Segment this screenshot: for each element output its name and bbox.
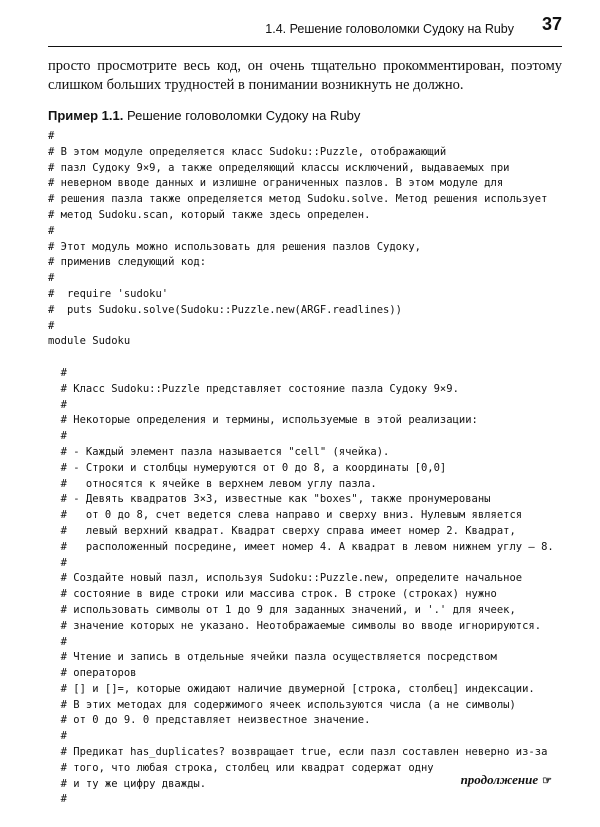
code-line: # того, что любая строка, столбец или квадрат содержат одну [48, 761, 434, 774]
code-line: module Sudoku [48, 335, 131, 348]
code-line: # [48, 556, 67, 569]
code-line: # Создайте новый пазл, используя Sudoku::Puzzle.new, определите начальное [48, 572, 523, 585]
example-title: Решение головоломки Судоку на Ruby [126, 108, 361, 123]
code-line: # применив следующий код: [48, 256, 207, 269]
code-line: # [48, 272, 55, 285]
page-number: 37 [541, 14, 562, 34]
code-line: # [48, 730, 67, 743]
code-line: # Предикат has_duplicates? возвращает true, если пазл составлен неверно из-за [48, 746, 548, 759]
code-line: # пазл Судоку 9×9, а также определяющий классы исключений, выдаваемых при [48, 161, 510, 174]
code-line: # решения пазла также определяется метод Sudoku.solve. Метод решения использует [48, 193, 548, 206]
code-line: # [48, 130, 55, 142]
section-title: 1.4. Решение головоломки Судоку на Ruby [265, 22, 514, 36]
example-label: Пример 1.1. [48, 108, 124, 123]
code-line: # от 0 до 8, счет ведется слева направо и сверху вниз. Нулевым является [48, 509, 523, 522]
code-line: # состояние в виде строки или массива строк. В строке (строках) нужно [48, 588, 497, 601]
code-line: # [48, 635, 67, 648]
code-line: # [48, 398, 67, 411]
code-line: # Некоторые определения и термины, используемые в этой реализации: [48, 414, 478, 427]
running-header [48, 16, 562, 47]
code-line [48, 350, 568, 366]
intro-paragraph: просто просмотрите весь код, он очень тщательно прокомментирован, поэтому слишком больших трудностей в понимании возникнуть не должно. [48, 58, 562, 93]
code-line: # Класс Sudoku::Puzzle представляет состояние пазла Судоку 9×9. [48, 382, 459, 395]
code-listing [48, 129, 568, 808]
code-line: # метод Sudoku.scan, который также здесь определен. [48, 208, 371, 221]
code-line: # использовать символы от 1 до 9 для заданных значений, и '.' для ячеек, [48, 603, 516, 616]
code-line: # require 'sudoku' [48, 287, 169, 300]
code-line: # и ту же цифру дважды. [48, 777, 207, 790]
code-line: # относятся к ячейке в верхнем левом углу пазла. [48, 477, 377, 490]
continuation-text: продолжение [460, 772, 539, 787]
code-line: # [48, 430, 67, 443]
code-line: # Чтение и запись в отдельные ячейки пазла осуществляется посредством [48, 651, 497, 664]
code-line: # от 0 до 9. 0 представляет неизвестное значение. [48, 714, 371, 727]
hand-pointer-icon: ☞ [542, 775, 552, 787]
code-line: # В этих методах для содержимого ячеек используются числа (а не символы) [48, 698, 516, 711]
code-line: # операторов [48, 667, 137, 680]
code-line: # - Строки и столбцы нумеруются от 0 до 8, а координаты [0,0] [48, 461, 447, 474]
code-line: # значение которых не указано. Неотображаемые символы во вводе игнорируются. [48, 619, 542, 632]
continuation-note [461, 772, 552, 788]
code-line: # [] и []=, которые ожидают наличие двумерной [строка, столбец] индексации. [48, 682, 535, 695]
code-line: # [48, 366, 67, 379]
code-line: # [48, 224, 55, 237]
code-line: # puts Sudoku.solve(Sudoku::Puzzle.new(ARGF.readlines)) [48, 303, 403, 316]
code-line: # В этом модуле определяется класс Sudoku::Puzzle, отображающий [48, 145, 447, 158]
code-line: # неверном вводе данных и излишне ограниченных пазлов. В этом модуле для [48, 177, 504, 190]
code-line: # - Девять квадратов 3×3, известные как "boxes", также пронумерованы [48, 493, 491, 506]
code-line: # [48, 319, 55, 332]
code-line: # левый верхний квадрат. Квадрат сверху справа имеет номер 2. Квадрат, [48, 524, 516, 537]
code-line: # [48, 793, 67, 806]
code-line: # расположенный посредине, имеет номер 4. А квадрат в левом нижнем углу – 8. [48, 540, 554, 553]
code-line: # Этот модуль можно использовать для решения пазлов Судоку, [48, 240, 421, 253]
example-caption [48, 108, 360, 123]
code-line: # - Каждый элемент пазла называется "cell" (ячейка). [48, 445, 390, 458]
